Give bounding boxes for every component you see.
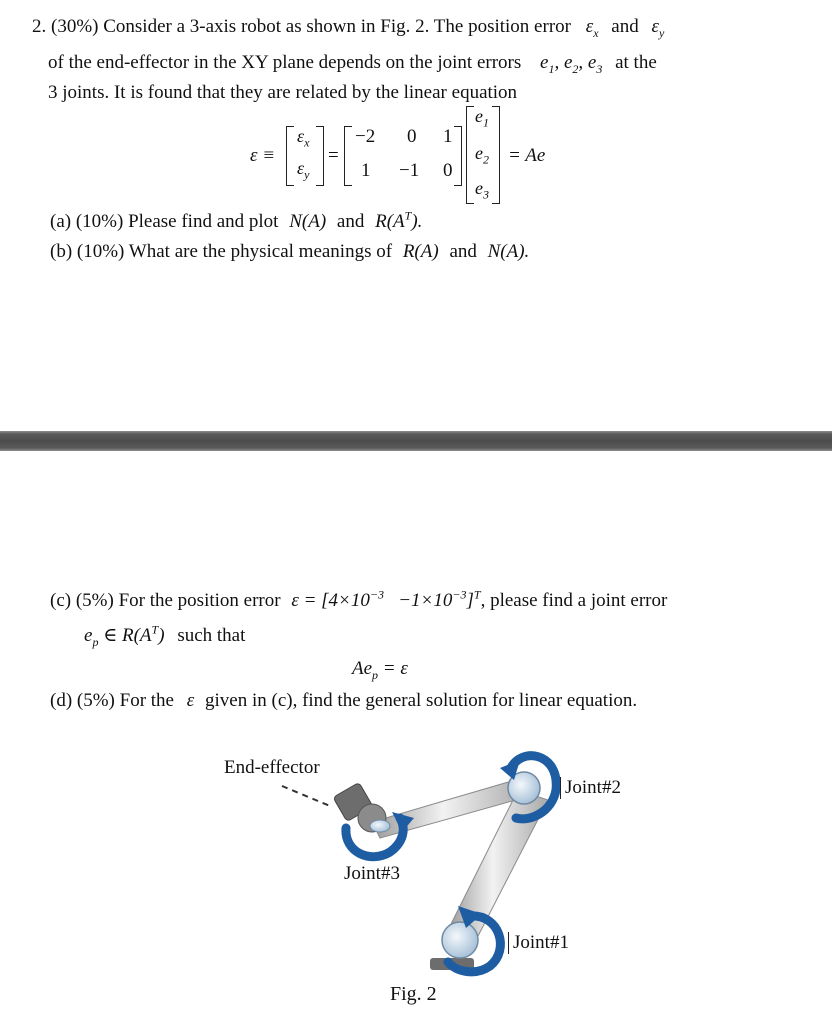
epsilon-x-symbol: $\varepsilon_x$ (585, 16, 599, 40)
matrix-entry: 0 (407, 126, 417, 147)
epsilon-x-entry: $\varepsilon_x$ (297, 126, 310, 150)
e3-entry: $e_3$ (475, 178, 489, 202)
epsilon-y-entry: $\varepsilon_y$ (297, 158, 310, 182)
such-that-text: such that (177, 625, 246, 646)
part-b-text: (b) (10%) What are the physical meanings of (50, 241, 393, 262)
end-effector-label: End-effector (224, 757, 320, 778)
and-text: and (611, 16, 639, 37)
problem-line-3: 3 joints. It is found that they are related by the linear equation (48, 82, 518, 103)
e1-entry: $e_1$ (475, 106, 489, 130)
equals-sign: = (328, 145, 339, 166)
and-text: and (449, 241, 477, 262)
end-effector-pointer (282, 786, 330, 806)
e2-entry: $e_2$ (475, 143, 489, 167)
joint1-housing (442, 922, 478, 958)
at-the-text: at the (615, 52, 657, 73)
part-d-suffix: given in (c), find the general solution for linear equation. (205, 690, 638, 711)
matrix-entry: 0 (443, 160, 453, 181)
intro-text-2: of the end-effector in the XY plane depends on the joint errors (48, 52, 522, 73)
matrix-entry: 1 (361, 160, 371, 181)
part-c-text: (c) (5%) For the position error (50, 590, 281, 611)
matrix-entry: −2 (355, 126, 376, 147)
epsilon-lhs: ε ≡ (250, 145, 276, 166)
joint2-label: Joint#2 (560, 777, 621, 799)
epsilon-value: $\varepsilon = [4\times 10^{-3} -1\times 10^{-3}]^T$ (291, 587, 481, 611)
figure-caption: Fig. 2 (390, 983, 437, 1005)
epsilon-y-symbol: $\varepsilon_y$ (651, 16, 665, 40)
part-c-suffix: , please find a joint error (480, 590, 668, 611)
null-space-symbol: N(A) (289, 211, 327, 232)
part-d-text: (d) (5%) For the (50, 690, 174, 711)
joint1-label: Joint#1 (508, 932, 569, 954)
and-text: and (336, 211, 365, 232)
joint3-label: Joint#3 (344, 863, 400, 884)
equation-aep: $Ae_p = \varepsilon$ (352, 658, 408, 682)
joint-error-symbols: $e_1$, $e_2$, $e_3$ (540, 52, 603, 76)
range-a-symbol: R(A) (402, 241, 439, 262)
equation-rhs: = Ae (508, 145, 546, 166)
range-at-symbol: $R(A^T)$. (375, 208, 423, 232)
joint3-cap (370, 820, 390, 832)
ep-in-range-symbol: $e_p$ ∈ $R(A^T)$ (84, 622, 165, 649)
part-a-text: (a) (10%) Please find and plot (50, 211, 279, 232)
null-space-symbol: N(A). (487, 241, 530, 262)
matrix-entry: 1 (443, 126, 453, 147)
intro-text: 2. (30%) Consider a 3-axis robot as shown in Fig. 2. The position error (32, 16, 571, 37)
matrix-entry: −1 (399, 160, 420, 181)
epsilon-symbol: ε (186, 690, 195, 711)
